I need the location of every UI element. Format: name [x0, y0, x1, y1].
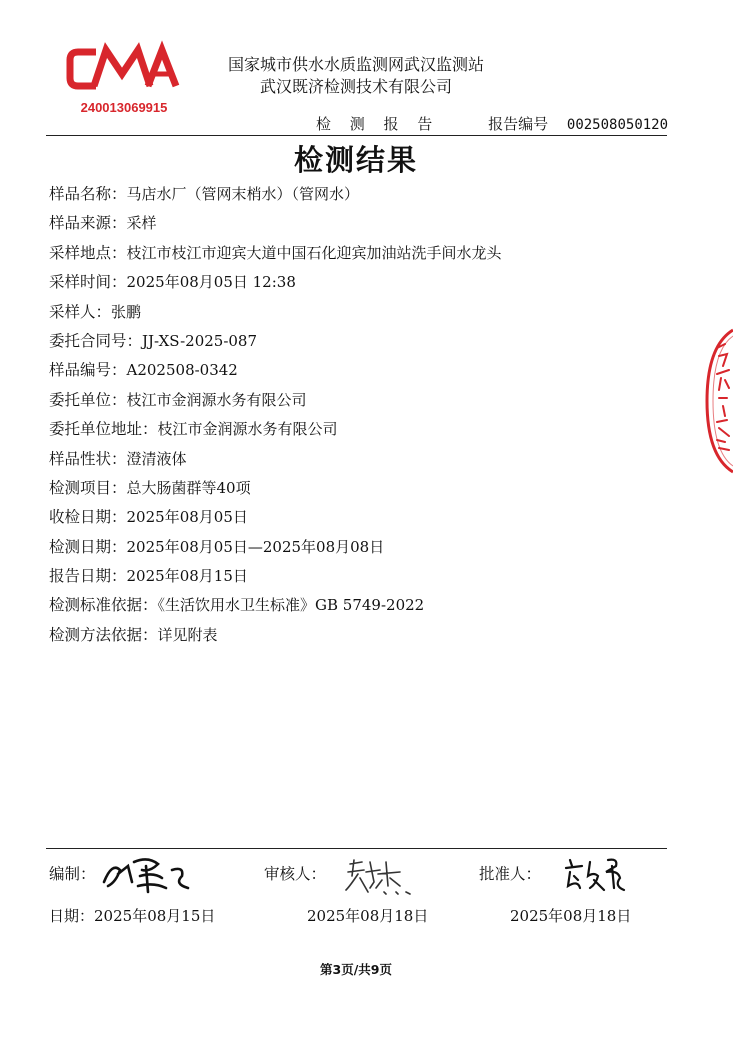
field-value: 总大肠菌群等40项	[126, 478, 251, 497]
field-sample-no	[49, 356, 689, 385]
field-value: 枝江市金润源水务有限公司	[157, 420, 338, 439]
reviewer-signature	[340, 852, 430, 898]
page-title: 检测结果	[293, 143, 418, 177]
field-label: 检测日期：	[49, 537, 127, 556]
field-value: 《生活饮用水卫生标准》GB 5749-2022	[157, 596, 425, 615]
field-sampling-time	[49, 268, 689, 297]
field-label: 委托合同号：	[49, 331, 143, 350]
field-label: 检测标准依据：	[49, 596, 158, 615]
field-label: 采样地点：	[49, 243, 127, 262]
field-value: 2025年08月05日	[126, 508, 248, 527]
field-receipt-date	[49, 503, 689, 532]
field-value: 张鹏	[111, 302, 142, 321]
field-sample-appearance	[49, 445, 689, 474]
editor-date: 2025年08月15日	[94, 907, 216, 925]
field-sampler	[49, 298, 689, 327]
signature-divider	[46, 848, 667, 849]
cma-logo	[66, 40, 182, 120]
field-value: 澄清液体	[126, 449, 187, 468]
report-no-value: 002508050120	[566, 117, 669, 133]
approver-label: 批准人：	[479, 865, 542, 883]
approver-signature	[560, 850, 640, 898]
cma-number: 240013069915	[80, 100, 168, 115]
field-label: 委托单位：	[49, 390, 127, 409]
field-report-date	[49, 562, 689, 591]
field-value: 详见附表	[157, 625, 218, 644]
field-sample-source	[49, 209, 689, 238]
field-sampling-location	[49, 239, 689, 268]
field-value: JJ-XS-2025-087	[142, 331, 258, 350]
field-value: 枝江市金润源水务有限公司	[126, 390, 307, 409]
field-list	[49, 180, 689, 650]
field-test-items	[49, 474, 689, 503]
field-label: 样品来源：	[49, 214, 127, 233]
field-label: 样品性状：	[49, 449, 127, 468]
org-line-1: 国家城市供水水质监测网武汉监测站	[227, 55, 484, 74]
field-sample-name	[49, 180, 689, 209]
field-label: 收检日期：	[49, 508, 127, 527]
field-value: 2025年08月05日 12:38	[126, 273, 296, 292]
field-test-date	[49, 533, 689, 562]
field-client-address	[49, 415, 689, 444]
field-label: 样品编号：	[49, 361, 127, 380]
field-value: 枝江市枝江市迎宾大道中国石化迎宾加油站洗手间水龙头	[126, 243, 502, 262]
date-label: 日期：	[49, 907, 95, 925]
field-label: 样品名称：	[49, 185, 127, 203]
field-test-standard	[49, 591, 689, 620]
reviewer-date: 2025年08月18日	[307, 907, 429, 925]
field-label: 检测方法依据：	[49, 625, 158, 644]
approver-date: 2025年08月18日	[510, 907, 632, 925]
field-label: 委托单位地址：	[49, 420, 158, 439]
report-label: 检 测 报 告	[316, 115, 440, 133]
field-client	[49, 386, 689, 415]
report-no-label: 报告编号	[488, 115, 549, 133]
report-row	[316, 113, 668, 134]
field-value: 采样	[126, 214, 157, 233]
editor-date-row	[49, 905, 215, 926]
official-seal-stamp	[703, 326, 733, 476]
reviewer-label: 审核人：	[264, 865, 327, 883]
field-label: 报告日期：	[49, 567, 127, 586]
field-label: 采样人：	[49, 302, 112, 321]
field-label: 采样时间：	[49, 273, 127, 292]
field-test-method	[49, 621, 689, 650]
field-value: 2025年08月05日—2025年08月08日	[126, 537, 385, 556]
org-line-2: 武汉既济检测技术有限公司	[259, 77, 452, 96]
field-value: 2025年08月15日	[126, 567, 248, 586]
page-number: 第3页/共9页	[320, 962, 392, 977]
editor-signature	[98, 852, 198, 898]
field-contract-no	[49, 327, 689, 356]
header-divider	[46, 135, 667, 136]
organization-names	[216, 54, 496, 98]
field-label: 检测项目：	[49, 478, 127, 497]
field-value: 马店水厂（管网末梢水）（管网水）	[126, 185, 360, 203]
field-value: A202508-0342	[126, 361, 238, 380]
editor-label: 编制：	[49, 865, 96, 883]
